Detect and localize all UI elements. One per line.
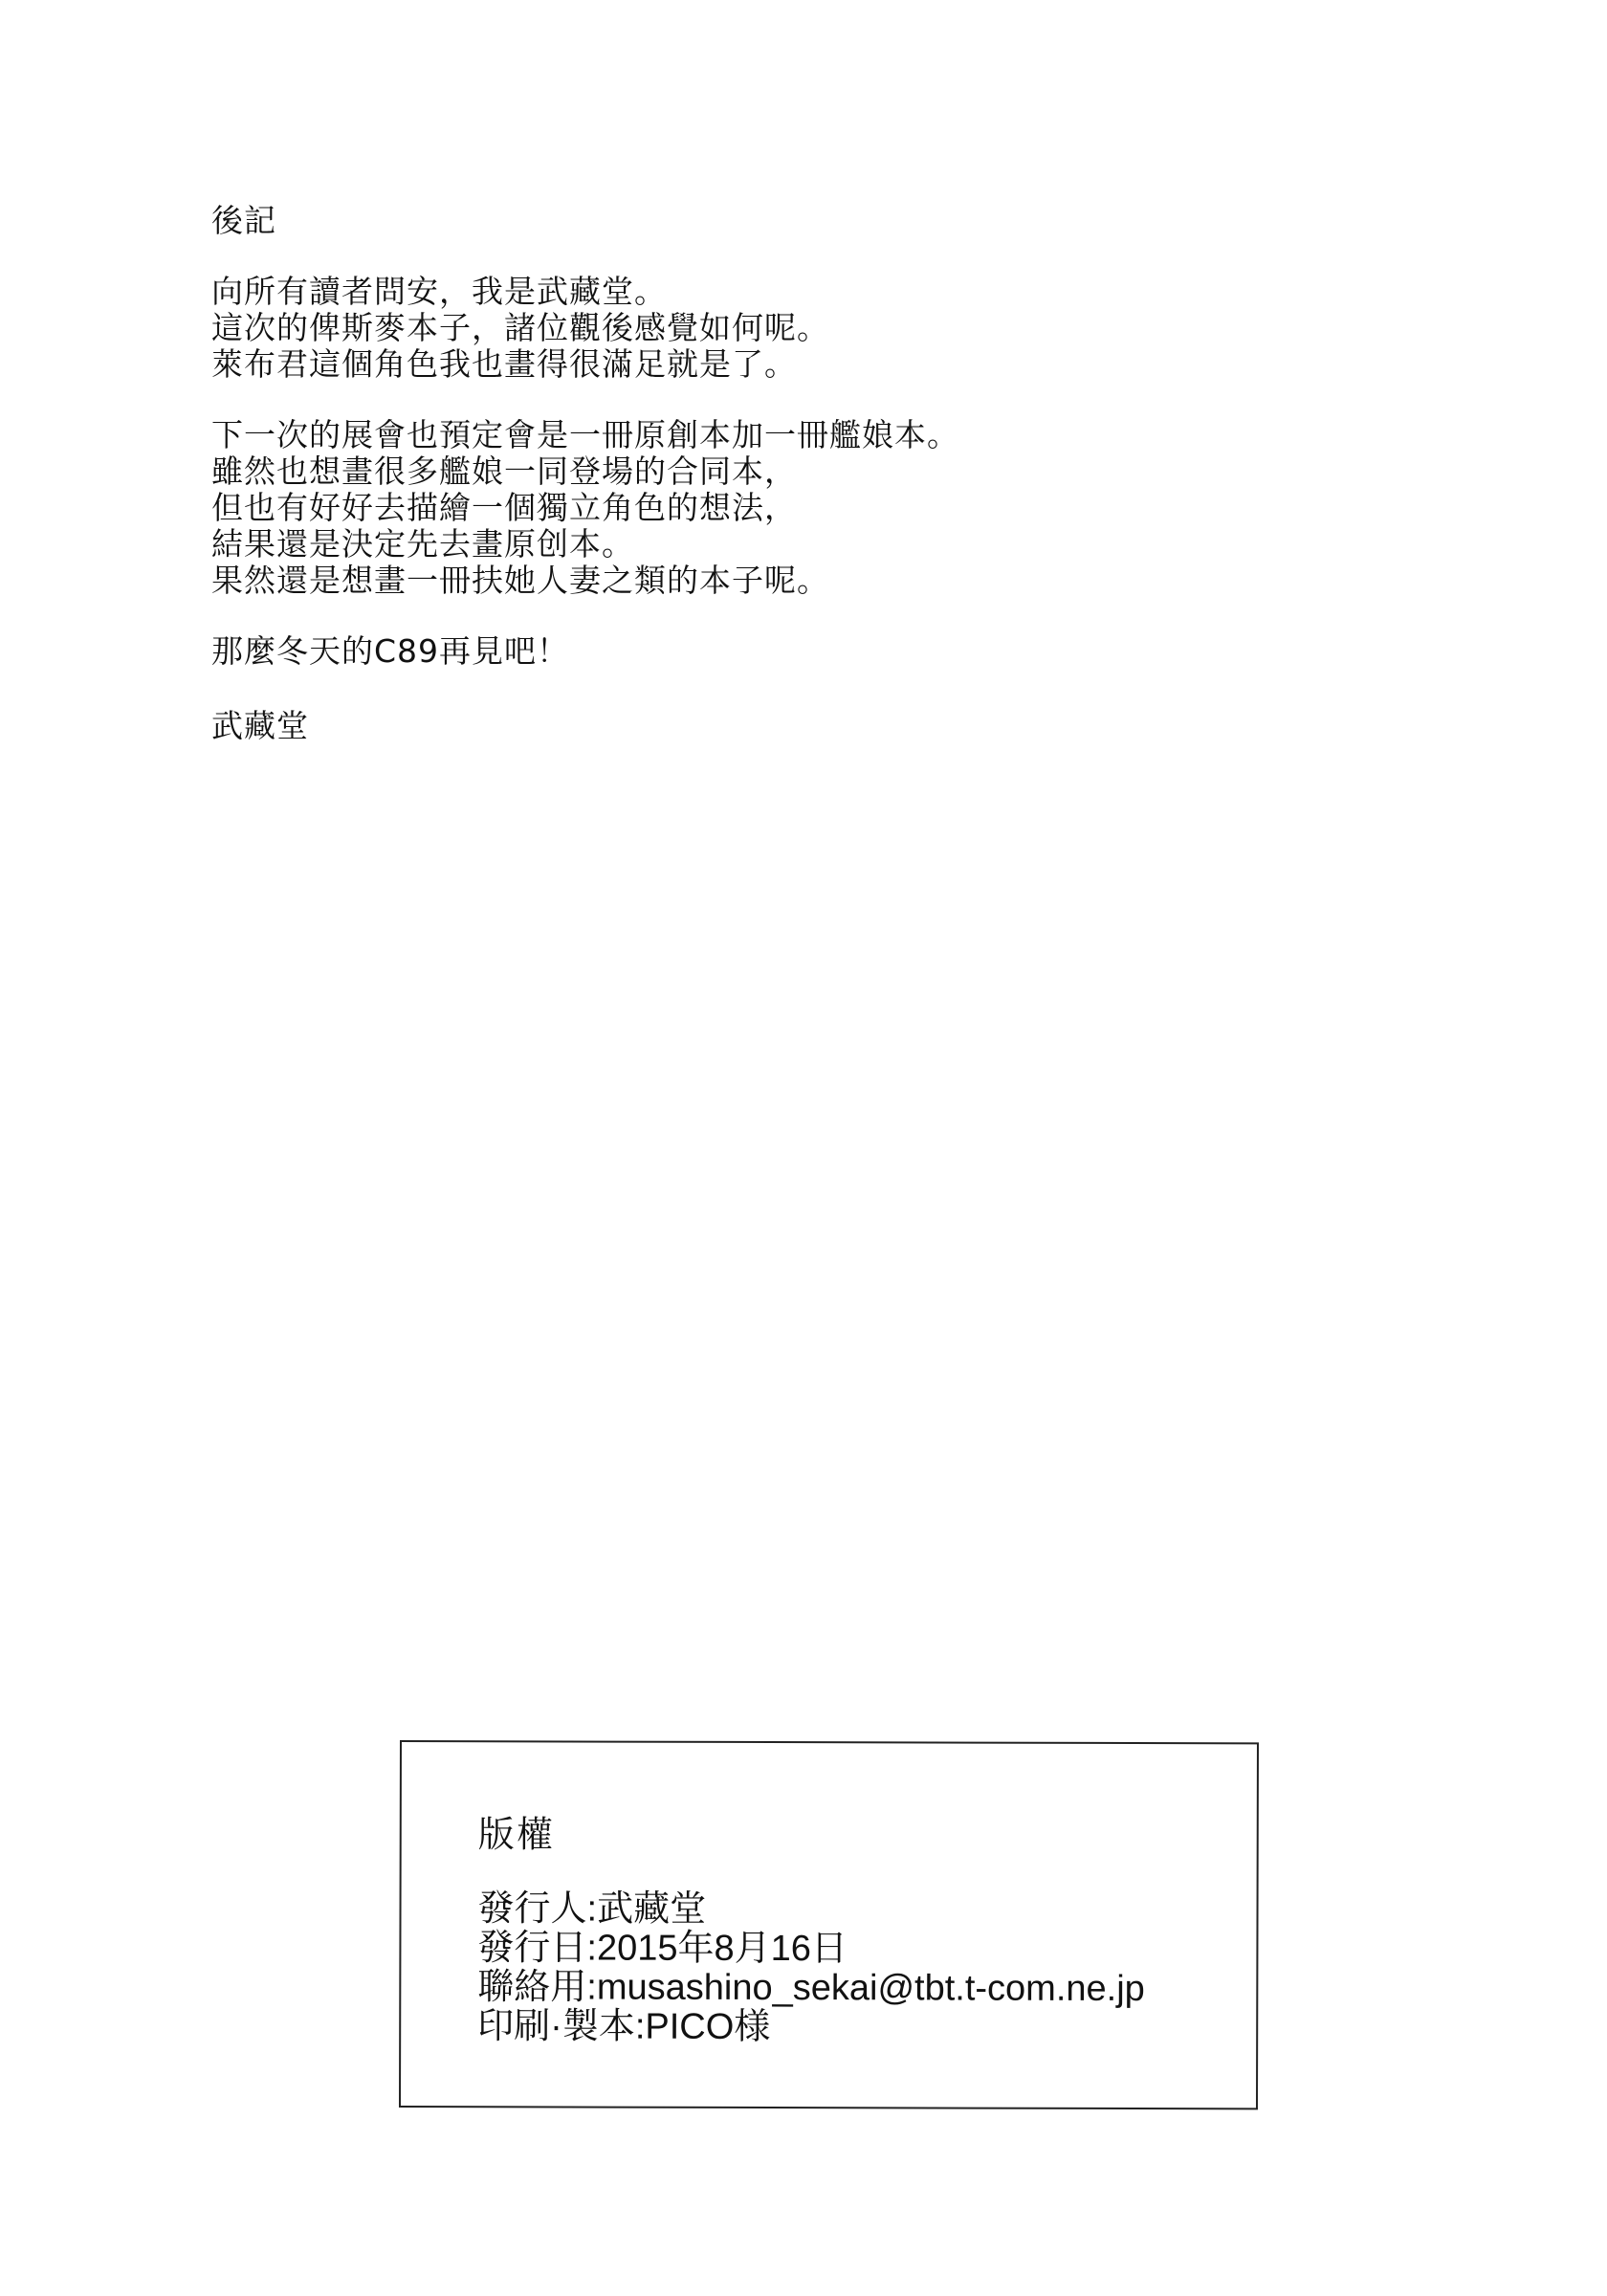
colophon-contact-email: 聯絡用:musashino_sekai@tbt.t-com.ne.jp: [477, 1967, 1145, 2010]
afterword-line: 萊布君這個角色我也畫得很滿足就是了。: [211, 345, 797, 383]
afterword-signature: 武藏堂: [211, 707, 309, 744]
afterword-line: 雖然也想畫很多艦娘一同登場的合同本，: [211, 453, 797, 490]
afterword-paragraph-2: [211, 417, 1359, 599]
afterword-section: [211, 203, 1359, 744]
afterword-line: 但也有好好去描繪一個獨立角色的想法，: [211, 489, 797, 526]
afterword-title: 後記: [211, 202, 276, 239]
colophon-printer: 印刷·製本:PICO様: [477, 2006, 771, 2048]
afterword-line: 那麼冬天的C89再見吧！: [211, 632, 570, 670]
colophon-publish-date: 發行日:2015年8月16日: [477, 1928, 848, 1970]
colophon-publisher: 發行人:武藏堂: [477, 1888, 707, 1930]
afterword-line: 果然還是想畫一冊扶她人妻之類的本子呢。: [211, 562, 829, 599]
colophon-content: [477, 1813, 1145, 2048]
afterword-paragraph-1: [211, 274, 1359, 383]
afterword-line: 這次的俾斯麥本子，諸位觀後感覺如何呢。: [211, 309, 829, 346]
afterword-paragraph-3: [211, 633, 1359, 670]
afterword-line: 下一次的展會也預定會是一冊原創本加一冊艦娘本。: [211, 416, 959, 453]
colophon-title: 版權: [477, 1813, 555, 1856]
afterword-line: 向所有讀者問安，我是武藏堂。: [211, 273, 667, 310]
afterword-line: 結果還是決定先去畫原创本。: [211, 525, 634, 563]
colophon-box: [399, 1740, 1259, 2109]
